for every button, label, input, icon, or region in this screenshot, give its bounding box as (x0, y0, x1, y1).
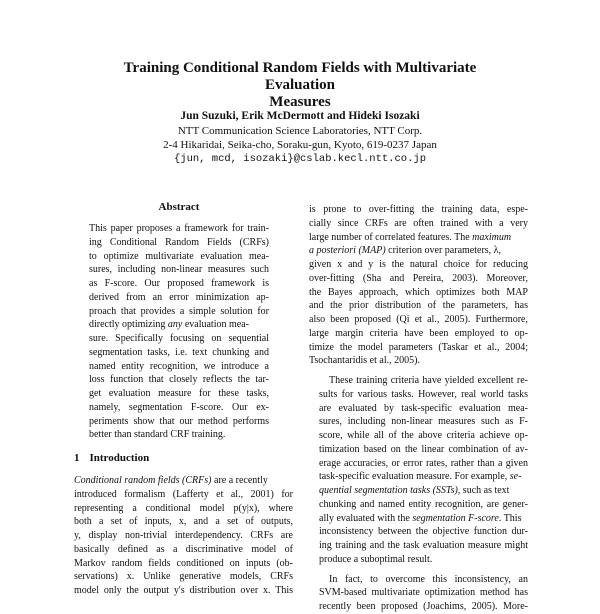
body-line: Tsochantaridis et al., 2005). (309, 355, 420, 367)
body-emphasis: quential segmentation tasks (SSTs) (319, 485, 458, 496)
intro-line: introduced formalism (Lafferty et al., 2001) for (74, 488, 293, 500)
intro-line: model only the output y's distribution over x. This (74, 585, 293, 596)
intro-line: representing a conditional model p(y|x), where (74, 502, 293, 514)
body-line: ally evaluated with the segmentation F-score. This (319, 512, 522, 524)
body-line: chunking and named entity recognition, are gener- (319, 498, 528, 510)
body-line: produce a suboptimal result. (319, 553, 433, 565)
abstract-line: namely, segmentation F-score. Our ex- (89, 401, 269, 413)
body-line: recently been proposed (Joachims, 2005). More- (319, 601, 528, 612)
affiliation: NTT Communication Science Laboratories, NTT Corp. (177, 125, 423, 137)
body-emphasis: maximum (472, 231, 512, 243)
paragraph (309, 573, 528, 614)
intro-line: y, display non-trivial interdependency. CRFs are (74, 530, 293, 541)
body-emphasis: se- (509, 471, 522, 483)
abstract-line: named entity recognition, we introduce a (89, 360, 269, 372)
intro-line: basically defined as a discriminative model of (74, 543, 293, 555)
body-line: SVM-based multivariate optimization method has (319, 587, 528, 599)
intro-line: servations) x. Unlike generative models, CRFs (74, 571, 293, 583)
body-line: cially since CRFs are often trained with a very (309, 217, 528, 229)
intro-emphasis: Conditional random fields (CRFs) (74, 475, 212, 486)
abstract-line: sure. Specifically focusing on sequential (89, 333, 269, 344)
body-line: sures, including non-linear measures such as F- (319, 416, 528, 428)
body-line: score, while all of the above criteria achieve op- (319, 430, 528, 441)
introduction-body (74, 474, 293, 598)
abstract-line: as F-score. Our proposed framework is (89, 278, 269, 289)
body-line: a posteriori (MAP) criterion over parameters, λ, (309, 245, 502, 257)
section-number: 1 (74, 452, 80, 464)
body-line: timization based on the linear combination of av- (319, 443, 528, 455)
body-line: are evaluated by task-specific evaluation mea- (319, 402, 528, 414)
abstract-line: sures, including non-linear measures such (89, 264, 269, 276)
section-title: Introduction (89, 452, 150, 464)
affiliation-block (100, 124, 500, 166)
body-line: sults for various tasks. However, real world tasks (319, 388, 528, 400)
body-line: over-fitting (Sha and Pereira, 2003). Moreover, (309, 272, 528, 284)
section-heading (74, 452, 149, 464)
author-list: Jun Suzuki, Erik McDermott and Hideki Isozaki (180, 110, 420, 122)
paragraph (309, 203, 528, 368)
body-line: also been proposed (Qi et al., 2005). Furthermore, (309, 314, 528, 325)
body-line: the Bayes approach, which optimizes both MAP (309, 286, 528, 298)
body-emphasis: segmentation F-score (412, 512, 499, 524)
abstract-line: get evaluation measure for these tasks, (89, 388, 269, 399)
abstract-line: ing Conditional Random Fields (CRFs) (89, 236, 269, 248)
paragraph (309, 374, 528, 567)
body-line: large number of correlated features. The maximum (309, 231, 512, 243)
title-line-2: Measures (269, 94, 331, 110)
abstract-heading: Abstract (158, 201, 200, 213)
intro-line: Conditional random fields (CRFs) are a recently (74, 475, 268, 486)
paper-title (100, 60, 500, 111)
abstract-line: loss function that closely reflects the tar- (89, 374, 269, 386)
body-line: These training criteria have yielded excellent re- (329, 375, 528, 386)
abstract-emphasis: any (167, 319, 183, 331)
body-line: and the prior distribution of the parameters, has (309, 300, 528, 312)
body-line: timize the model parameters (Taskar et al., 2004; (309, 341, 528, 353)
right-column (309, 203, 528, 614)
body-line: given x and y is the natural choice for reducing (309, 259, 528, 270)
body-line: erage accuracies, or error rates, rather than a given (319, 457, 528, 469)
address: 2-4 Hikaridai, Seika-cho, Soraku-gun, Kyoto, 619-0237 Japan (163, 139, 437, 151)
abstract-line: periments show that our method performs (89, 415, 269, 427)
body-line: large margin criteria have been employed to op- (309, 327, 528, 339)
body-line: ing training and the task evaluation measure might (319, 540, 528, 551)
abstract-line: segmentation tasks, i.e. text chunking and (89, 346, 269, 358)
body-line: task-specific evaluation measure. For example, se- (319, 471, 522, 483)
body-line: quential segmentation tasks (SSTs), such as text (319, 485, 510, 496)
body-line: In fact, to overcome this inconsistency, an (329, 573, 528, 585)
title-line-1: Training Conditional Random Fields with Multivariate Evaluation (123, 60, 477, 93)
intro-line: both a set of inputs, x, and a set of outputs, (74, 516, 293, 528)
abstract-line: derived from an error minimization ap- (89, 291, 269, 303)
abstract-line: This paper proposes a framework for train- (89, 223, 269, 234)
email: {jun, mcd, isozaki}@cslab.kecl.ntt.co.jp (173, 153, 427, 165)
abstract-line: to optimize multivariate evaluation mea- (89, 250, 269, 262)
abstract-line: proach that provides a simple solution for (89, 305, 269, 317)
body-line: inconsistency between the objective function dur- (319, 526, 528, 538)
body-emphasis: a posteriori (MAP) (309, 245, 386, 257)
body-line: is prone to over-fitting the training data, espe- (309, 204, 528, 215)
abstract-body (89, 222, 269, 442)
abstract-line: better than standard CRF training. (89, 429, 226, 441)
intro-line: Markov random fields conditioned on inputs (ob- (74, 557, 293, 569)
abstract-line: directly optimizing any evaluation mea- (89, 319, 249, 331)
